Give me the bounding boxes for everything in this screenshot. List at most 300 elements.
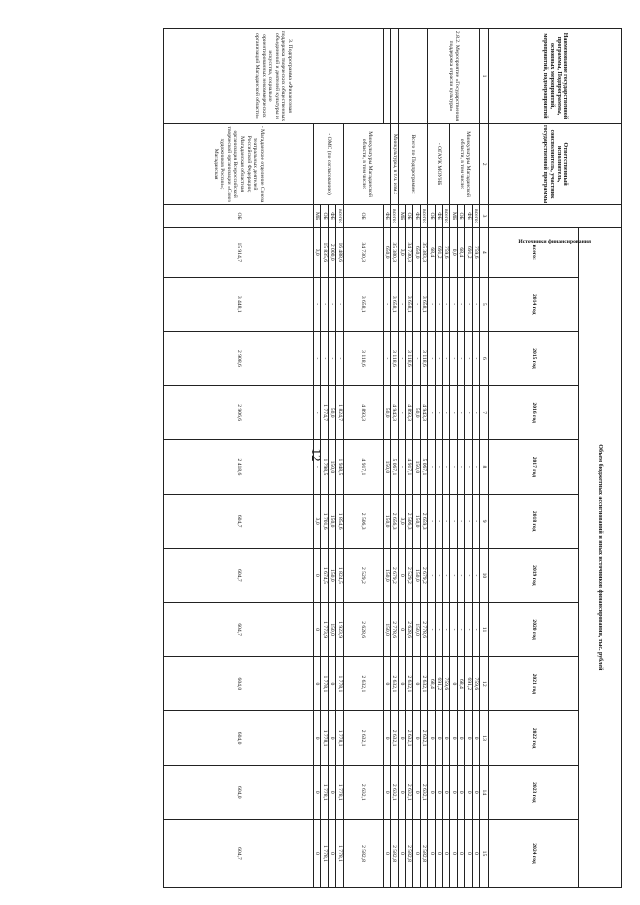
value-cell: -	[472, 277, 479, 331]
col-number: 9	[480, 494, 489, 548]
source-cell: МБ	[313, 205, 320, 228]
col-number: 3	[480, 205, 489, 228]
value-cell: 0	[313, 765, 320, 819]
value-cell: 50,0	[328, 386, 335, 440]
value-cell: 0	[328, 711, 335, 765]
value-cell: 759,6	[472, 227, 479, 277]
value-cell: 0	[457, 765, 464, 819]
value-cell: 2 529,2	[343, 548, 383, 602]
value-cell: 1 923,9	[336, 603, 343, 657]
value-cell: 0	[450, 819, 457, 887]
empty-cell	[390, 29, 398, 124]
header-year: 2023 год	[489, 765, 579, 819]
value-cell: 2 906,6	[163, 386, 313, 440]
value-cell: 759,6	[442, 657, 449, 711]
value-cell: 2 632,1	[405, 765, 412, 819]
value-cell: 2 659,3	[420, 494, 427, 548]
value-cell: 0	[328, 657, 335, 711]
value-cell: -	[472, 440, 479, 494]
table-row	[383, 29, 390, 888]
value-cell: -	[465, 440, 472, 494]
value-cell: 0	[465, 711, 472, 765]
value-cell: 0	[457, 819, 464, 887]
value-cell: -	[450, 331, 457, 385]
value-cell: 2 632,1	[420, 765, 427, 819]
value-cell: 5 067,1	[390, 440, 398, 494]
value-cell: -	[465, 277, 472, 331]
value-cell: 2 582,8	[390, 819, 398, 887]
value-cell: 0	[313, 603, 320, 657]
value-cell: 2 908,6	[163, 331, 313, 385]
rotated-table-container	[52, 28, 622, 888]
value-cell: 1 778,1	[336, 657, 343, 711]
value-cell: 3 658,1	[420, 277, 427, 331]
value-cell: 604,0	[163, 711, 313, 765]
header-volume: Объем бюджетных ассигнований и иных источников финансирования, тыс. рублей	[579, 227, 622, 887]
measure-name-282: 2.8.2. Мероприятие «Государственная поддержка отрасли культура»	[428, 29, 480, 124]
value-cell: -	[313, 331, 320, 385]
value-cell: 604,0	[163, 657, 313, 711]
value-cell: 2 529,2	[405, 548, 412, 602]
col-number: 6	[480, 331, 489, 385]
value-cell: 0	[383, 765, 390, 819]
value-cell: -	[457, 386, 464, 440]
value-cell: 0,0	[450, 227, 457, 277]
value-cell: 604,0	[163, 765, 313, 819]
value-cell: -	[450, 603, 457, 657]
value-cell: 2 656,3	[390, 494, 398, 548]
subprogram-3-name: 3. Подпрограмма «Финансовая поддержка творческих общественных объединений и деятелей культуры и искусства, социально ориентированных некоммерческих организаций Магаданской области»	[163, 29, 383, 124]
value-cell: 3 118,6	[420, 331, 427, 385]
source-cell: всего:	[390, 205, 398, 228]
value-cell: -	[465, 603, 472, 657]
value-cell: 1 774,7	[321, 386, 328, 440]
value-cell: 35 383,3	[420, 227, 427, 277]
value-cell: 0	[435, 819, 442, 887]
col-number: 10	[480, 548, 489, 602]
source-cell: всего:	[472, 205, 479, 228]
source-cell: ОБ	[343, 205, 383, 228]
value-cell: 2 582,8	[420, 819, 427, 887]
executor-minkult: Минкультуры Магаданской области, в том числе:	[450, 123, 480, 204]
value-cell: 0	[465, 819, 472, 887]
value-cell: 0	[413, 765, 420, 819]
source-cell: всего:	[420, 205, 427, 228]
value-cell: 15 835,6	[321, 227, 328, 277]
value-cell: -	[472, 548, 479, 602]
source-cell: ОБ	[321, 205, 328, 228]
header-year: 2018 год	[489, 494, 579, 548]
value-cell: -	[336, 277, 343, 331]
value-cell: 691,2	[465, 657, 472, 711]
value-cell: -	[465, 386, 472, 440]
value-cell: 1 798,5	[321, 440, 328, 494]
value-cell: -	[383, 331, 390, 385]
value-cell: 2 506,3	[343, 494, 383, 548]
value-cell: 2 679,2	[390, 548, 398, 602]
source-cell: МБ	[450, 205, 457, 228]
value-cell: 3 658,1	[343, 277, 383, 331]
source-cell: ФБ	[465, 205, 472, 228]
executor-omc: - ОМС (по согласованию)	[313, 123, 343, 204]
value-cell: 150,0	[328, 603, 335, 657]
value-cell: -	[442, 277, 449, 331]
value-cell: 1 824,5	[336, 548, 343, 602]
value-cell: 0	[465, 765, 472, 819]
value-cell: 0	[383, 657, 390, 711]
value-cell: -	[413, 331, 420, 385]
value-cell: -	[435, 277, 442, 331]
value-cell: 68,4	[457, 227, 464, 277]
value-cell: -	[428, 331, 435, 385]
value-cell: 3,0	[313, 227, 320, 277]
value-cell: -	[457, 603, 464, 657]
value-cell: 5 067,1	[420, 440, 427, 494]
table-row	[336, 29, 343, 888]
value-cell: 0	[398, 765, 405, 819]
value-cell: 0	[413, 819, 420, 887]
value-cell: 150,0	[328, 494, 335, 548]
col-number: 12	[480, 657, 489, 711]
source-cell: всего:	[442, 205, 449, 228]
source-cell: ФБ	[413, 205, 420, 228]
value-cell: -	[428, 603, 435, 657]
value-cell: -	[435, 603, 442, 657]
value-cell: 3 658,1	[405, 277, 412, 331]
value-cell: -	[398, 331, 405, 385]
header-year: 2022 год	[489, 711, 579, 765]
value-cell: 2 778,6	[390, 603, 398, 657]
value-cell: 3 118,6	[390, 331, 398, 385]
value-cell: -	[472, 331, 479, 385]
col-number: 13	[480, 711, 489, 765]
col-number: 5	[480, 277, 489, 331]
value-cell: 3 448,1	[163, 277, 313, 331]
value-cell: -	[457, 277, 464, 331]
source-cell: ФБ	[383, 205, 390, 228]
value-cell: 2 632,1	[405, 657, 412, 711]
col-number: 8	[480, 440, 489, 494]
col-number: 14	[480, 765, 489, 819]
header-year: 2019 год	[489, 548, 579, 602]
value-cell: 150,0	[383, 548, 390, 602]
value-cell: 0	[313, 548, 320, 602]
value-cell: -	[450, 548, 457, 602]
value-cell: -	[398, 440, 405, 494]
value-cell: -	[442, 494, 449, 548]
value-cell: -	[336, 331, 343, 385]
value-cell: 34 730,3	[343, 227, 383, 277]
column-number-row	[480, 29, 489, 888]
value-cell: -	[398, 277, 405, 331]
value-cell: -	[313, 440, 320, 494]
header-executor: Ответственный исполнитель, соисполнитель, участник государственной программы	[489, 123, 622, 204]
value-cell: 2 679,2	[420, 548, 427, 602]
source-cell: ОБ	[163, 205, 313, 228]
value-cell: -	[472, 603, 479, 657]
value-cell: -	[428, 440, 435, 494]
value-cell: -	[383, 277, 390, 331]
value-cell: 68,4	[457, 657, 464, 711]
value-cell: 0	[428, 819, 435, 887]
header-year: 2021 год	[489, 657, 579, 711]
value-cell: -	[442, 603, 449, 657]
value-cell: 2 628,6	[405, 603, 412, 657]
value-cell: 68,4	[428, 227, 435, 277]
value-cell: 4 917,1	[343, 440, 383, 494]
value-cell: -	[413, 277, 420, 331]
value-cell: -	[442, 331, 449, 385]
value-cell: 4 943,3	[420, 386, 427, 440]
value-cell: -	[321, 277, 328, 331]
value-cell: 0	[313, 819, 320, 887]
budget-table-sheet	[52, 28, 622, 888]
value-cell: 0	[328, 765, 335, 819]
col-number: 15	[480, 819, 489, 887]
value-cell: 1 824,7	[336, 386, 343, 440]
value-cell: 0	[398, 819, 405, 887]
value-cell: -	[428, 548, 435, 602]
value-cell: 150,0	[413, 548, 420, 602]
value-cell: 2 778,6	[420, 603, 427, 657]
value-cell: 3 118,6	[405, 331, 412, 385]
value-cell: 0	[435, 711, 442, 765]
executor-minkult-total: Минкультуры, в т.ч. изм.:	[390, 123, 398, 204]
value-cell: 1 778,1	[321, 657, 328, 711]
value-cell: 1 773,9	[321, 603, 328, 657]
table-row	[163, 29, 313, 888]
value-cell: 0	[428, 765, 435, 819]
value-cell: 2 632,1	[420, 711, 427, 765]
value-cell: -	[435, 440, 442, 494]
value-cell: 150,0	[383, 494, 390, 548]
value-cell: 1 674,5	[321, 548, 328, 602]
col-number: 1	[480, 29, 489, 124]
value-cell: 0	[442, 765, 449, 819]
value-cell: -	[450, 440, 457, 494]
value-cell: -	[435, 548, 442, 602]
value-cell: 3,0	[313, 494, 320, 548]
source-cell: ОБ	[457, 205, 464, 228]
value-cell: 1 854,6	[336, 494, 343, 548]
executor-mounb: - ОГАУК МОУНБ	[428, 123, 450, 204]
source-cell: ФБ	[328, 205, 335, 228]
value-cell: 0	[398, 603, 405, 657]
value-cell: 604,7	[163, 494, 313, 548]
value-cell: -	[450, 494, 457, 548]
value-cell: 35 380,3	[390, 227, 398, 277]
value-cell: 650,0	[383, 227, 390, 277]
value-cell: 1 778,1	[321, 765, 328, 819]
value-cell: 1 778,1	[321, 819, 328, 887]
value-cell: 4 893,3	[343, 386, 383, 440]
value-cell: 4 917,1	[405, 440, 412, 494]
value-cell: -	[457, 440, 464, 494]
value-cell: -	[442, 440, 449, 494]
value-cell: -	[428, 494, 435, 548]
header-source: Источники финансирования	[489, 205, 622, 228]
source-cell: ФБ	[435, 205, 442, 228]
source-cell: МБ	[398, 205, 405, 228]
value-cell: 0	[328, 819, 335, 887]
value-cell: 0	[450, 765, 457, 819]
header-year: 2016 год	[489, 386, 579, 440]
value-cell: 604,7	[163, 603, 313, 657]
value-cell: -	[457, 548, 464, 602]
empty-cell	[383, 29, 390, 124]
value-cell: 150,0	[328, 440, 335, 494]
value-cell: -	[313, 277, 320, 331]
value-cell: 0	[383, 819, 390, 887]
value-cell: -	[435, 494, 442, 548]
value-cell: -	[435, 386, 442, 440]
value-cell: -	[328, 331, 335, 385]
value-cell: 2 582,8	[343, 819, 383, 887]
value-cell: 150,0	[383, 603, 390, 657]
value-cell: 150,0	[413, 603, 420, 657]
table-row	[442, 29, 449, 888]
value-cell: 1 778,1	[336, 711, 343, 765]
value-cell: 650,0	[413, 227, 420, 277]
value-cell: -	[442, 386, 449, 440]
col-number: 2	[480, 123, 489, 204]
value-cell: 0	[442, 711, 449, 765]
value-cell: 2 632,1	[343, 657, 383, 711]
value-cell: -	[435, 331, 442, 385]
value-cell: 15 914,7	[163, 227, 313, 277]
value-cell: -	[457, 331, 464, 385]
value-cell: 68,4	[428, 657, 435, 711]
value-cell: 1 701,6	[321, 494, 328, 548]
value-cell: -	[465, 548, 472, 602]
value-cell: 691,2	[435, 657, 442, 711]
value-cell: 2 582,8	[405, 819, 412, 887]
col-number: 4	[480, 227, 489, 277]
value-cell: 0	[313, 657, 320, 711]
value-cell: -	[465, 494, 472, 548]
value-cell: 3,0	[398, 227, 405, 277]
value-cell: 16 488,6	[336, 227, 343, 277]
value-cell: 3 118,6	[343, 331, 383, 385]
source-cell: ОБ	[405, 205, 412, 228]
value-cell: 0	[428, 711, 435, 765]
value-cell: -	[465, 331, 472, 385]
value-cell: 4 893,3	[405, 386, 412, 440]
value-cell: 0	[413, 711, 420, 765]
source-cell: всего:	[336, 205, 343, 228]
value-cell: 2 632,1	[405, 711, 412, 765]
header-year: 2014 год	[489, 277, 579, 331]
value-cell: 0	[383, 711, 390, 765]
value-cell: 150,0	[328, 548, 335, 602]
value-cell: 2 632,1	[390, 657, 398, 711]
value-cell: 4 943,3	[390, 386, 398, 440]
executor-minkult-2: Минкультуры Магаданской области, в том числе:	[343, 123, 390, 204]
value-cell: 0	[450, 711, 457, 765]
value-cell: 1 778,1	[321, 711, 328, 765]
header-year: 2015 год	[489, 331, 579, 385]
table-row	[472, 29, 479, 888]
value-cell: 2 000,0	[328, 227, 335, 277]
budget-table	[163, 28, 622, 888]
value-cell: 2 632,1	[390, 765, 398, 819]
source-cell: ОБ	[428, 205, 435, 228]
value-cell: 0	[457, 711, 464, 765]
value-cell: 50,0	[413, 386, 420, 440]
value-cell: 2 628,6	[343, 603, 383, 657]
value-cell: -	[428, 277, 435, 331]
col-number: 11	[480, 603, 489, 657]
value-cell: 0	[472, 765, 479, 819]
value-cell: 34 730,3	[405, 227, 412, 277]
table-row	[420, 29, 427, 888]
value-cell: 0	[442, 819, 449, 887]
value-cell: -	[321, 331, 328, 385]
value-cell: -	[472, 386, 479, 440]
value-cell: 0	[472, 711, 479, 765]
header-year: 2020 год	[489, 603, 579, 657]
value-cell: 150,0	[413, 440, 420, 494]
value-cell: 1 948,5	[336, 440, 343, 494]
col-number: 7	[480, 386, 489, 440]
value-cell: -	[313, 386, 320, 440]
header-year: 2024 год	[489, 819, 579, 887]
value-cell: 691,2	[435, 227, 442, 277]
value-cell: -	[457, 494, 464, 548]
value-cell: 1 778,1	[336, 819, 343, 887]
value-cell: 0	[398, 711, 405, 765]
value-cell: 691,2	[465, 227, 472, 277]
value-cell: 50,0	[383, 386, 390, 440]
value-cell: 604,7	[163, 819, 313, 887]
page-number: 12	[309, 448, 324, 462]
subprogram-total-label: Всего по Подпрограмме:	[398, 123, 428, 204]
value-cell: -	[472, 494, 479, 548]
value-cell: -	[328, 277, 335, 331]
value-cell: 150,0	[383, 440, 390, 494]
value-cell: 2 632,1	[390, 711, 398, 765]
executor-union: - Магаданское отделение Союза театральных деятелей Российской Федерации; Магаданская областная организация Всероссийской творческой организации «Союз художников России»; Магаданская	[163, 123, 313, 204]
value-cell: 2 418,6	[163, 440, 313, 494]
value-cell: 759,6	[472, 657, 479, 711]
value-cell: 2 632,1	[343, 765, 383, 819]
value-cell: 0	[398, 548, 405, 602]
value-cell: 604,7	[163, 548, 313, 602]
value-cell: -	[442, 548, 449, 602]
header-year: 2017 год	[489, 440, 579, 494]
value-cell: 3,0	[398, 494, 405, 548]
header-name: Наименование государственной программы, Подпрограммы, основных мероприятий, мероприятий, подмероприятий	[489, 29, 622, 124]
table-row	[390, 29, 398, 888]
value-cell: 0	[472, 819, 479, 887]
value-cell: -	[450, 277, 457, 331]
value-cell: -	[450, 386, 457, 440]
value-cell: 0	[398, 657, 405, 711]
value-cell: 0	[413, 657, 420, 711]
value-cell: 1 778,1	[336, 765, 343, 819]
empty-cell	[398, 29, 428, 124]
value-cell: -	[428, 386, 435, 440]
header-total: всего:	[489, 227, 579, 277]
value-cell: 0	[450, 657, 457, 711]
value-cell: 759,6	[442, 227, 449, 277]
header-row-1	[579, 29, 622, 888]
value-cell: 2 632,1	[343, 711, 383, 765]
value-cell: 0	[313, 711, 320, 765]
value-cell: 2 506,3	[405, 494, 412, 548]
value-cell: 3 658,1	[390, 277, 398, 331]
value-cell: 150,0	[413, 494, 420, 548]
